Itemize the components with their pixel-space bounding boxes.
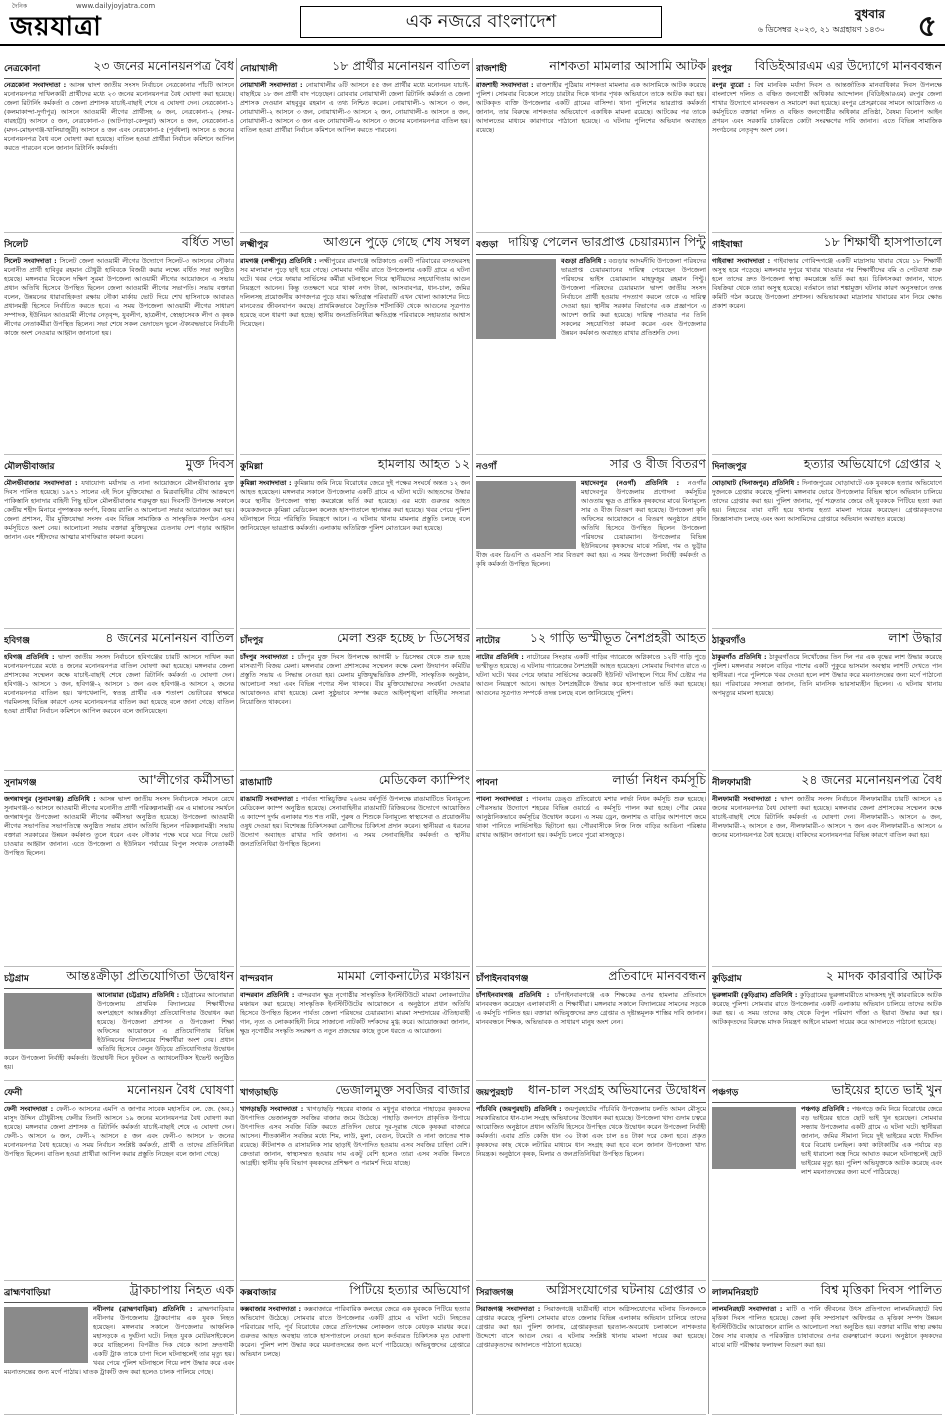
story-headline: নাশকতা মামলার আসামি আটক (549, 58, 706, 73)
story-district: মৌলভীবাজার (4, 461, 55, 472)
story-headline: ২ মাদক কারবারি আটক (825, 968, 942, 983)
story-headline: মনোনয়ন বৈধ ঘোষণা (127, 1082, 234, 1097)
news-story (240, 1082, 470, 1281)
story-headline: ট্রাকচাপায় নিহত এক (129, 1282, 234, 1297)
story-body (4, 989, 234, 1072)
column-4 (712, 58, 942, 1414)
issue-date: ৬ ডিসেম্বর ২০২৩, ২১ অগ্রহায়ণ ১৪৩০ (757, 25, 885, 34)
story-body (4, 255, 234, 338)
story-headline: দায়িত্ব পেলেন ভারপ্রাপ্ত চেয়ারম্যান পিন্টু (508, 234, 706, 249)
news-story (712, 58, 942, 233)
column-rule (708, 58, 709, 1414)
story-text: লক্ষ্মীপুরের রামগঞ্জে অগ্নিকাণ্ডে একটি পরিবারের বসতঘরসহ সব মালামাল পুড়ে ছাই হয়ে গেছে। সোমবার গভীর রাতে উপজেলার একটি গ্রামে এ ঘটনা ঘটে। খবর পেয়ে ফায়ার সার্ভিসের কর্মীরা ঘটনাস্থলে গিয়ে স্থানীয়দের সহযোগিতায় আগুন নিয়ন্ত্রণে আনেন। কিন্তু ততক্ষণে ঘরে থাকা নগদ টাকা, আসবাবপত্র, ধান-চাল, জমির দলিলসহ প্রয়োজনীয় কাগজপত্র পুড়ে যায়। ক্ষতিগ্রস্ত পরিবারটি এখন খোলা আকাশের নিচে মানবেতর জীবনযাপন করছে। প্রাথমিকভাবে বৈদ্যুতিক শর্টসার্কিট থেকে আগুনের সূত্রপাত হয়েছে বলে ধারণা করা হচ্ছে। স্থানীয় জনপ্রতিনিধিরা ক্ষতিগ্রস্ত পরিবারকে সহায়তার আশ্বাস দিয়েছেন। (240, 257, 470, 328)
story-header (476, 456, 706, 477)
story-body (476, 651, 706, 698)
story-district: পাবনা (476, 777, 498, 788)
story-body (712, 1103, 942, 1177)
news-story (712, 456, 942, 629)
story-header (4, 1282, 234, 1303)
story-header (476, 1282, 706, 1303)
story-header (240, 630, 470, 651)
news-story (240, 968, 470, 1081)
story-byline: রাজশাহী সংবাদদাতা : (476, 81, 537, 89)
story-text: পাবনায় ডেঙ্গু প্রতিরোধে মশার লার্ভা নিধন কর্মসূচি শুরু হয়েছে। পৌরসভার উদ্যোগে শহরের বিভিন্ন ওয়ার্ডে এ কর্মসূচি পালন করা হচ্ছে। পৌর মেয়র আনুষ্ঠানিকভাবে কর্মসূচির উদ্বোধন করেন। এ সময় ড্রেন, জলাশয় ও বাড়ির আশপাশে জমে থাকা পানিতে লার্ভিসাইড ছিটানো হয়। পৌরবাসীকে নিজ নিজ বাড়ির আঙিনা পরিষ্কার রাখার আহ্বান জানানো হয়। কর্মসূচি চলবে পুরো মাসজুড়ে। (476, 795, 706, 839)
story-body (712, 989, 942, 1027)
column-1 (4, 58, 234, 1414)
story-byline: মৌলভীবাজার সংবাদদাতা : (4, 479, 82, 487)
story-headline: পিটিয়ে হত্যার অভিযোগ (349, 1282, 470, 1297)
story-header (4, 1082, 234, 1103)
story-headline: ভাইয়ের হাতে ভাই খুন (831, 1082, 942, 1097)
story-text: সিলেট জেলা আওয়ামী লীগের উদ্যোগে সিলেট-৩ আসনের নৌকার মনোনীত প্রার্থী হাবিবুর রহমান চৌধুরী হাবিবকে বিজয়ী করার লক্ষ্যে বর্ধিত সভা অনুষ্ঠিত হয়েছে। মঙ্গলবার বিকেলে দক্ষিণ সুরমা উপজেলা আওয়ামী লীগের আয়োজনে এ সভায় প্রধান অতিথি হিসেবে উপস্থিত ছিলেন জেলা আওয়ামী লীগের সভাপতি। সভায় বক্তারা বলেন, উন্নয়নের ধারাবাহিকতা রক্ষায় নৌকা মার্কায় ভোট দিয়ে শেখ হাসিনাকে আবারও প্রধানমন্ত্রী হিসেবে নির্বাচিত করতে হবে। এ সময় উপজেলা আওয়ামী লীগের সাধারণ সম্পাদক, ইউনিয়ন আওয়ামী লীগের নেতৃবৃন্দ, যুবলীগ, ছাত্রলীগ, স্বেচ্ছাসেবক লীগ ও কৃষক লীগের নেতাকর্মীরা উপস্থিত ছিলেন। সভা শেষে সকল ভেদাভেদ ভুলে ঐক্যবদ্ধভাবে নির্বাচনী কাজে অংশ নেওয়ার আহ্বান জানানো হয়। (4, 257, 234, 337)
story-text: গাইবান্ধার গোবিন্দগঞ্জে একটি মাদ্রাসায় খাবার খেয়ে ১৮ শিক্ষার্থী অসুস্থ হয়ে পড়েছে। মঙ্গলবার দুপুরে খাবার খাওয়ার পর শিক্ষার্থীদের বমি ও পেটব্যথা শুরু হলে তাদের দ্রুত উপজেলা স্বাস্থ্য কমপ্লেক্সে ভর্তি করা হয়। চিকিৎসকরা জানান, খাদ্যে বিষক্রিয়া থেকে তারা অসুস্থ হয়েছে। বর্তমানে তারা শঙ্কামুক্ত। ঘটনার কারণ অনুসন্ধানে তদন্ত কমিটি গঠন করেছে উপজেলা প্রশাসন। অভিভাবকরা মাদ্রাসার খাবারের মান নিয়ে ক্ষোভ প্রকাশ করেন। (712, 257, 942, 310)
story-body (476, 1103, 706, 1159)
story-body (712, 793, 942, 840)
news-story (4, 456, 234, 629)
story-header (712, 58, 942, 79)
story-headline: অগ্নিসংযোগের ঘটনায় গ্রেপ্তার ৩ (546, 1282, 706, 1297)
story-body (476, 793, 706, 840)
column-rule (236, 58, 237, 1414)
story-byline: নোয়াখালী সংবাদদাতা : (240, 81, 306, 89)
story-district: কক্সবাজার (240, 1287, 277, 1298)
story-headline: বিডিইআরএম এর উদ্যোগে মানববন্ধন (754, 58, 942, 73)
story-byline: লালমনিরহাট সংবাদদাতা : (712, 1305, 787, 1313)
story-text: আসন্ন দ্বাদশ জাতীয় সংসদ নির্বাচনে নেত্রকোনার পাঁচটি আসনে মনোনয়নপত্র দাখিলকারী প্রার্থীদের মধ্যে ২৩ জনের মনোনয়নপত্র বৈধ ঘোষণা করা হয়েছে। জেলা রিটার্নিং কর্মকর্তা ও জেলা প্রশাসক যাচাই-বাছাই শেষে এ ঘোষণা দেন। নেত্রকোনা-১ (কলমাকান্দা-দুর্গাপুর) আসনে আওয়ামী লীগের প্রার্থীসহ ৬ জন, নেত্রকোনা-২ (সদর-বারহাট্টা) আসনে ৫ জন, নেত্রকোনা-৩ (আটপাড়া-কেন্দুয়া) আসনে ৪ জন, নেত্রকোনা-৪ (মদন-মোহনগঞ্জ-খালিয়াজুরী) আসনে ৪ জন এবং নেত্রকোনা-৫ (পূর্বধলা) আসনে ৪ জনের মনোনয়নপত্র বৈধ বলে ঘোষণা করা হয়েছে। বাতিল হওয়া প্রার্থীরা নির্বাচন কমিশনে আপিল করতে পারবেন বলে জানান রিটার্নিং কর্মকর্তা। (4, 81, 234, 152)
story-district: গাইবান্ধা (712, 239, 743, 250)
story-district: নোয়াখালী (240, 63, 278, 74)
story-text: নওগাঁর মহাদেবপুর উপজেলায় প্রণোদনা কর্মসূচির আওতায় ক্ষুদ্র ও প্রান্তিক কৃষকদের মাঝে বিনামূল্যে সার ও বীজ বিতরণ করা হয়েছে। উপজেলা কৃষি অফিসের আয়োজনে এ বিতরণ অনুষ্ঠানে প্রধান অতিথি হিসেবে উপস্থিত ছিলেন উপজেলা পরিষদের চেয়ারম্যান। উপজেলার বিভিন্ন ইউনিয়নের কৃষকদের মাঝে সরিষা, গম ও ভুট্টার বীজ এবং ডিএপি ও এমওপি সার বিতরণ করা হয়। এ সময় উপজেলা নির্বাহী কর্মকর্তা ও কৃষি কর্মকর্তা উপস্থিত ছিলেন। (476, 479, 706, 568)
story-header (240, 1282, 470, 1303)
story-body (4, 793, 234, 858)
story-district: নাটোর (476, 635, 501, 646)
story-header (712, 1082, 942, 1103)
story-byline: বান্দরবান প্রতিনিধি : (240, 991, 298, 999)
story-text: যথাযোগ্য মর্যাদায় ও নানা আয়োজনে মৌলভীবাজার মুক্ত দিবস পালিত হয়েছে। ১৯৭১ সালের এই দিনে মুক্তিযোদ্ধা ও মিত্রবাহিনীর যৌথ আক্রমণে পাকিস্তানি হানাদার বাহিনী পিছু হটলে মৌলভীবাজার শত্রুমুক্ত হয়। দিবসটি উপলক্ষে সকালে কেন্দ্রীয় শহীদ মিনারে পুষ্পস্তবক অর্পণ, বিজয় র‍্যালি ও আলোচনা সভার আয়োজন করা হয়। জেলা প্রশাসন, বীর মুক্তিযোদ্ধা সংসদ এবং বিভিন্ন সামাজিক ও সাংস্কৃতিক সংগঠন এসব কর্মসূচিতে অংশ নেয়। আলোচনা সভায় বক্তারা মুক্তিযুদ্ধের চেতনায় দেশ গড়ার আহ্বান জানান এবং শহীদদের আত্মার মাগফিরাত কামনা করেন। (4, 479, 234, 541)
news-story (4, 630, 234, 771)
story-header (476, 58, 706, 79)
story-text: জয়পুরহাটের পাঁচবিবি উপজেলায় চলতি আমন মৌসুমে সরকারিভাবে ধান-চাল সংগ্রহ অভিযানের উদ্বোধন করা হয়েছে। উপজেলা খাদ্য গুদাম চত্বরে আয়োজিত অনুষ্ঠানে প্রধান অতিথি হিসেবে উপস্থিত থেকে উদ্বোধন করেন উপজেলা নির্বাহী কর্মকর্তা। এবার প্রতি কেজি ধান ৩০ টাকা এবং চাল ৪৪ টাকা দরে কেনা হবে। প্রকৃত কৃষকদের কাছ থেকে লটারির মাধ্যমে ধান সংগ্রহ করা হবে বলে জানান উপজেলা খাদ্য নিয়ন্ত্রক। অনুষ্ঠানে কৃষক, মিলার ও জনপ্রতিনিধিরা উপস্থিত ছিলেন। (476, 1105, 706, 1158)
story-district: রাঙামাটি (240, 777, 272, 788)
column-rule (472, 58, 473, 1414)
news-story (476, 456, 706, 629)
story-header (712, 1282, 942, 1303)
story-text: চাঁদপুর মুক্ত দিবস উপলক্ষে আগামী ৮ ডিসেম্বর থেকে শুরু হচ্ছে মাসব্যাপী বিজয় মেলা। মঙ্গলবার জেলা প্রশাসকের সম্মেলন কক্ষে মেলা উদযাপন কমিটির প্রস্তুতি সভায় এ সিদ্ধান্ত নেওয়া হয়। মেলায় মুক্তিযুদ্ধভিত্তিক প্রদর্শনী, সাংস্কৃতিক অনুষ্ঠান, আলোচনা সভা এবং বিভিন্ন পণ্যের স্টল থাকবে। বীর মুক্তিযোদ্ধাদের সংবর্ধনা দেওয়ার আয়োজনও রাখা হয়েছে। মেলা সুষ্ঠুভাবে সম্পন্ন করতে আইনশৃঙ্খলা বাহিনীর সদস্যরা নিয়োজিত থাকবেন। (240, 653, 470, 706)
news-story (240, 234, 470, 455)
story-district: হবিগঞ্জ (4, 635, 30, 646)
story-header (240, 456, 470, 477)
story-header (4, 58, 234, 79)
news-story (712, 234, 942, 455)
story-body (476, 477, 706, 569)
news-story (4, 772, 234, 967)
story-byline: চাঁদপুর সংবাদদাতা : (240, 653, 298, 661)
story-photo (4, 1307, 88, 1363)
story-header (4, 234, 234, 255)
story-byline: চাঁপাইনবাবগঞ্জ প্রতিনিধি : (476, 991, 555, 999)
story-byline: সিলেট সংবাদদাতা : (4, 257, 60, 265)
story-byline: রামগঞ্জ (লক্ষ্মীপুর) প্রতিনিধি : (240, 257, 320, 265)
story-header (240, 1082, 470, 1103)
story-district: কুড়িগ্রাম (712, 973, 742, 984)
story-body (240, 255, 470, 329)
news-story (4, 1082, 234, 1281)
story-body (4, 651, 234, 716)
story-headline: লার্ভা নিধন কর্মসূচি (612, 772, 706, 787)
story-body (4, 79, 234, 153)
page-number: ৫ (917, 9, 937, 44)
story-header (240, 58, 470, 79)
story-headline: আন্তঃক্রীড়া প্রতিযোগিতা উদ্বোধন (66, 968, 234, 983)
newspaper-logo (6, 2, 186, 42)
story-text: চট্টগ্রামের আনোয়ারা উপজেলায় প্রাথমিক বিদ্যালয়ের শিক্ষার্থীদের অংশগ্রহণে আন্তঃক্রীড়া প্রতিযোগিতার উদ্বোধন করা হয়েছে। উপজেলা প্রশাসন ও উপজেলা শিক্ষা অফিসের আয়োজনে এ প্রতিযোগিতায় বিভিন্ন ইউনিয়নের বিদ্যালয়ের শিক্ষার্থীরা অংশ নেয়। প্রধান অতিথি হিসেবে বেলুন উড়িয়ে প্রতিযোগিতার উদ্বোধন করেন উপজেলা নির্বাহী কর্মকর্তা। উদ্বোধনী দিনে ফুটবল ও অ্যাথলেটিকস ইভেন্ট অনুষ্ঠিত হয়। (4, 991, 234, 1071)
news-story (712, 968, 942, 1081)
story-byline: ভুরুঙ্গামারী (কুড়িগ্রাম) প্রতিনিধি : (712, 991, 800, 999)
story-headline: ধান-চাল সংগ্রহ অভিযানের উদ্বোধন (528, 1082, 706, 1097)
column-3 (476, 58, 706, 1414)
news-story (4, 58, 234, 233)
story-header (4, 456, 234, 477)
section-title: এক নজরে বাংলাদেশ (300, 6, 662, 38)
story-district: ঠাকুরগাঁও (712, 635, 746, 646)
story-body (712, 651, 942, 698)
story-header (712, 456, 942, 477)
story-district: বগুড়া (476, 239, 499, 250)
story-headline: আ'লীগের কর্মীসভা (138, 772, 234, 787)
logo-url: www.dailyjoyjatra.com (76, 2, 156, 10)
story-body (240, 1303, 470, 1359)
story-headline: ২৪ জনের মনোনয়নপত্র বৈধ (801, 772, 942, 787)
story-byline: বগুড়া প্রতিনিধি : (561, 257, 609, 265)
story-district: রংপুর (712, 63, 732, 74)
story-body (240, 1103, 470, 1168)
news-story (476, 968, 706, 1081)
story-byline: নেত্রকোনা সংবাদদাতা : (4, 81, 70, 89)
news-story (240, 630, 470, 771)
story-header (476, 234, 706, 255)
story-district: জয়পুরহাট (476, 1087, 513, 1098)
story-district: চাঁপাইনবাবগঞ্জ (476, 973, 529, 984)
story-byline: রাঙামাটি সংবাদদাতা : (240, 795, 302, 803)
story-district: ব্রাহ্মণবাড়িয়া (4, 1287, 51, 1298)
story-header (476, 968, 706, 989)
story-body (712, 477, 942, 524)
story-headline: ২৩ জনের মনোনয়নপত্র বৈধ (93, 58, 234, 73)
story-district: চট্টগ্রাম (4, 973, 29, 984)
story-headline: আগুনে পুড়ে গেছে শেষ সম্বল (323, 234, 470, 249)
story-byline: পাঁচবিবি (জয়পুরহাট) প্রতিনিধি : (476, 1105, 565, 1113)
story-byline: রংপুর ব্যুরো : (712, 81, 755, 89)
news-story (712, 772, 942, 967)
story-byline: কুমিল্লা সংবাদদাতা : (240, 479, 295, 487)
story-district: নওগাঁ (476, 461, 497, 472)
news-story (476, 58, 706, 233)
story-byline: হবিগঞ্জ প্রতিনিধি : (4, 653, 59, 661)
story-photo (476, 481, 576, 549)
story-headline: হত্যার অভিযোগে গ্রেপ্তার ২ (803, 456, 942, 471)
story-headline: মেডিকেল ক্যাম্পিং (378, 772, 470, 787)
story-district: খাগড়াছড়ি (240, 1087, 278, 1098)
news-story (240, 456, 470, 629)
story-body (240, 989, 470, 1036)
story-text: পঞ্চগড়ে জমি নিয়ে বিরোধের জেরে বড় ভাইয়ের হাতে ছোট ভাই খুন হয়েছেন। সোমবার সন্ধ্যায় উপজেলার একটি গ্রামে এ ঘটনা ঘটে। স্থানীয়রা জানান, জমির সীমানা নিয়ে দুই ভাইয়ের মধ্যে দীর্ঘদিন ধরে বিরোধ চলছিল। কথা কাটাকাটির এক পর্যায়ে বড় ভাই ধারালো অস্ত্র দিয়ে আঘাত করলে ঘটনাস্থলেই ছোট ভাইয়ের মৃত্যু হয়। পুলিশ অভিযুক্তকে আটক করেছে এবং লাশ ময়নাতদন্তের জন্য মর্গে পাঠিয়েছে। (801, 1105, 942, 1176)
story-headline: বর্ধিত সভা (181, 234, 234, 249)
news-story (4, 1282, 234, 1415)
story-body (476, 989, 706, 1027)
story-body (240, 477, 470, 533)
story-headline: ভেজালমুক্ত সবজির বাজার (335, 1082, 470, 1097)
story-text: বান্দরবান ক্ষুদ্র নৃগোষ্ঠীর সাংস্কৃতিক ইনস্টিটিউটে মারমা লোকনাট্যের মঞ্চায়ন করা হয়েছে। সাংস্কৃতিক ইনস্টিটিউটের আয়োজনে এ অনুষ্ঠানে প্রধান অতিথি হিসেবে উপস্থিত ছিলেন পার্বত্য জেলা পরিষদের চেয়ারম্যান। মারমা সম্প্রদায়ের ঐতিহ্যবাহী গান, নৃত্য ও লোককাহিনী নিয়ে সাজানো নাটকটি দর্শকদের মুগ্ধ করে। আয়োজকরা জানান, ক্ষুদ্র নৃগোষ্ঠীর সংস্কৃতি সংরক্ষণ ও নতুন প্রজন্মের কাছে তুলে ধরতে এ আয়োজন। (240, 991, 470, 1035)
story-byline: জগন্নাথপুর (সুনামগঞ্জ) প্রতিনিধি : (4, 795, 100, 803)
story-district: নীলফামারী (712, 777, 751, 788)
story-text: নোয়াখালীর ৬টি আসনে ৫৫ জন প্রার্থীর মধ্যে মনোনয়ন যাচাই-বাছাইয়ে ১৮ জন প্রার্থী বাদ পড়েছেন। রোববার নোয়াখালী জেলা রিটার্নিং কর্মকর্তা ও জেলা প্রশাসক দেওয়ান মাহবুবুর রহমান এ তথ্য নিশ্চিত করেন। নোয়াখালী-১ আসনে ৩ জন, নোয়াখালী-২ আসনে ৩ জন, নোয়াখালী-৩ আসনে ২ জন, নোয়াখালী-৪ আসনে ৪ জন, নোয়াখালী-৫ আসনে ৩ জন এবং নোয়াখালী-৬ আসনে ৩ জনের মনোনয়নপত্র বাতিল হয়। বাতিল হওয়া প্রার্থীরা নির্বাচন কমিশনে আপিল করতে পারবেন। (240, 81, 470, 134)
story-text: নাটোরের সিংড়ায় একটি গাড়ির গ্যারেজে অগ্নিকাণ্ডে ১২টি গাড়ি পুড়ে ভস্মীভূত হয়েছে। এ ঘটনায় গ্যারেজের নৈশপ্রহরী আহত হয়েছেন। সোমবার দিবাগত রাতে এ ঘটনা ঘটে। খবর পেয়ে ফায়ার সার্ভিসের কয়েকটি ইউনিট ঘটনাস্থলে গিয়ে দীর্ঘ চেষ্টার পর আগুন নিয়ন্ত্রণে আনে। আহত নৈশপ্রহরীকে উদ্ধার করে হাসপাতালে ভর্তি করা হয়েছে। আগুনের সূত্রপাত সম্পর্কে তদন্ত চলছে বলে জানিয়েছে পুলিশ। (476, 653, 706, 697)
story-header (4, 630, 234, 651)
story-byline: গাইবান্ধা সংবাদদাতা : (712, 257, 774, 265)
story-header (4, 772, 234, 793)
news-story (712, 1282, 942, 1415)
news-story (4, 234, 234, 455)
story-body (4, 1303, 234, 1377)
story-text: দ্বাদশ জাতীয় সংসদ নির্বাচনে নীলফামারীর চারটি আসনে ২৪ জনের মনোনয়নপত্র বৈধ ঘোষণা করা হয়েছে। মঙ্গলবার জেলা প্রশাসকের সম্মেলন কক্ষে যাচাই-বাছাই শেষে রিটার্নিং কর্মকর্তা এ ঘোষণা দেন। নীলফামারী-১ আসনে ৬ জন, নীলফামারী-২ আসনে ৫ জন, নীলফামারী-৩ আসনে ৭ জন এবং নীলফামারী-৪ আসনে ৬ জনের মনোনয়নপত্র বৈধ হয়েছে। বাকিদের মনোনয়নপত্র বিভিন্ন কারণে বাতিল করা হয়। (712, 795, 942, 839)
story-text: খাগড়াছড়ি শহরের বাজার ও মধুপুর বাজারে পাহাড়ের কৃষকদের উৎপাদিত ভেজালমুক্ত সবজির বাজার জমে উঠেছে। পাহাড়ি জনপদে প্রাকৃতিক উপায়ে উৎপাদিত এসব সবজি বিক্রি করতে প্রতিদিন ভোরে দূর-দূরান্ত থেকে কৃষকরা বাজারে আসেন। শীতকালীন সবজির মধ্যে শিম, লাউ, মুলা, বেগুন, টমেটো ও নানা জাতের শাক রয়েছে। কীটনাশক ও রাসায়নিক সার ছাড়াই উৎপাদিত হওয়ায় এসব সবজির চাহিদা বেশি। ক্রেতারা জানান, স্বাস্থ্যসম্মত হওয়ায় দাম একটু বেশি হলেও তারা এসব সবজি কিনতে আগ্রহী। স্থানীয় কৃষি বিভাগ কৃষকদের প্রশিক্ষণ ও পরামর্শ দিয়ে যাচ্ছে। (240, 1105, 470, 1167)
story-byline: কক্সবাজার সংবাদদাতা : (240, 1305, 304, 1313)
masthead (0, 0, 945, 46)
story-body (240, 79, 470, 135)
story-body (4, 1103, 234, 1159)
story-body (712, 79, 942, 135)
story-headline: ১৮ প্রার্থীর মনোনয়ন বাতিল (332, 58, 470, 73)
story-photo (4, 993, 92, 1049)
story-header (712, 772, 942, 793)
story-header (240, 772, 470, 793)
story-byline: ফেনী সংবাদদাতা : (4, 1105, 57, 1113)
story-district: দিনাজপুর (712, 461, 747, 472)
news-story (240, 1282, 470, 1415)
story-header (476, 630, 706, 651)
story-byline: মহাদেবপুর (নওগাঁ) প্রতিনিধি : (581, 479, 688, 487)
story-headline: মামমা লোকনাট্যের মঞ্চায়ন (337, 968, 470, 983)
story-district: লালমনিরহাট (712, 1287, 759, 1298)
story-byline: ঘোড়াঘাট (দিনাজপুর) প্রতিনিধি : (712, 479, 803, 487)
story-body (240, 651, 470, 707)
news-story (476, 772, 706, 967)
story-byline: আনোয়ারা (চট্টগ্রাম) প্রতিনিধি : (97, 991, 182, 999)
story-byline: খাগড়াছড়ি সংবাদদাতা : (240, 1105, 307, 1113)
column-2 (240, 58, 470, 1414)
story-text: কক্সবাজারে পারিবারিক কলহের জেরে এক যুবককে পিটিয়ে হত্যার অভিযোগ উঠেছে। সোমবার রাতে উপজেলার একটি গ্রামে এ ঘটনা ঘটে। নিহতের পরিবারের দাবি, পূর্ব বিরোধের জেরে প্রতিপক্ষের লোকজন তাকে বেধড়ক মারধর করে। গুরুতর আহত অবস্থায় তাকে হাসপাতালে নেওয়া হলে কর্তব্যরত চিকিৎসক মৃত ঘোষণা করেন। পুলিশ লাশ উদ্ধার করে ময়নাতদন্তের জন্য মর্গে পাঠিয়েছে। অভিযুক্তদের গ্রেপ্তারে অভিযান চলছে। (240, 1305, 470, 1358)
story-text: দিনাজপুরের ঘোড়াঘাটে এক যুবককে হত্যার অভিযোগে দুজনকে গ্রেপ্তার করেছে পুলিশ। মঙ্গলবার ভোরে উপজেলার বিভিন্ন স্থানে অভিযান চালিয়ে তাদের গ্রেপ্তার করা হয়। পুলিশ জানায়, পূর্ব শত্রুতার জেরে ওই যুবককে পিটিয়ে হত্যা করা হয়। নিহতের বাবা বাদী হয়ে থানায় হত্যা মামলা দায়ের করেছেন। গ্রেপ্তারকৃতদের জিজ্ঞাসাবাদ চলছে এবং অন্য আসামিদের গ্রেপ্তারে অভিযান অব্যাহত রয়েছে। (712, 479, 942, 523)
story-headline: সার ও বীজ বিতরণ (610, 456, 706, 471)
story-district: কুমিল্লা (240, 461, 263, 472)
story-district: লক্ষ্মীপুর (240, 239, 269, 250)
story-text: আসন্ন দ্বাদশ জাতীয় সংসদ নির্বাচনকে সামনে রেখে সুনামগঞ্জ-৩ আসনে আওয়ামী লীগের মনোনীত প্রার্থী পরিকল্পনামন্ত্রী এম এ মান্নানের সমর্থনে জগন্নাথপুর উপজেলা আওয়ামী লীগের কর্মীসভা অনুষ্ঠিত হয়েছে। উপজেলা আওয়ামী লীগের সভাপতির সভাপতিত্বে অনুষ্ঠিত সভায় প্রধান অতিথি ছিলেন পরিকল্পনামন্ত্রী। সভায় বক্তারা সরকারের উন্নয়ন কর্মকাণ্ড তুলে ধরেন এবং নৌকার পক্ষে ঘরে ঘরে গিয়ে ভোট চাওয়ার আহ্বান জানান। এতে উপজেলা ও ইউনিয়ন পর্যায়ের বিপুল সংখ্যক নেতাকর্মী উপস্থিত ছিলেন। (4, 795, 234, 857)
logo-text: জয়যাত্রা (10, 12, 102, 42)
story-district: চাঁদপুর (240, 635, 264, 646)
story-headline: ১২ গাড়ি ভস্মীভূত নৈশপ্রহরী আহত (529, 630, 706, 645)
story-text: ব্রাহ্মণবাড়িয়ার নবীনগর উপজেলায় ট্রাকচাপায় এক যুবক নিহত হয়েছেন। মঙ্গলবার সকালে উপজেলার আঞ্চলিক মহাসড়কে এ দুর্ঘটনা ঘটে। নিহত যুবক মোটরসাইকেলে করে যাচ্ছিলেন। বিপরীত দিক থেকে আসা দ্রুতগামী একটি ট্রাক তাকে চাপা দিলে ঘটনাস্থলেই তার মৃত্যু হয়। খবর পেয়ে পুলিশ ঘটনাস্থলে গিয়ে লাশ উদ্ধার করে এবং ময়নাতদন্তের জন্য মর্গে পাঠায়। ঘাতক ট্রাকটি জব্দ করা হলেও চালক পালিয়ে গেছে। (4, 1305, 234, 1376)
story-headline: মেলা শুরু হচ্ছে ৮ ডিসেম্বর (336, 630, 470, 645)
story-text: বগুড়ার আদমদীঘি উপজেলা পরিষদের ভারপ্রাপ্ত চেয়ারম্যানের দায়িত্ব পেয়েছেন উপজেলা পরিষদের ভাইস চেয়ারম্যান মাহফুজুর রহমান পিন্টু। উপজেলা পরিষদের চেয়ারম্যান দ্বাদশ জাতীয় সংসদ নির্বাচনে প্রার্থী হওয়ায় পদত্যাগ করলে তাকে এ দায়িত্ব দেওয়া হয়। স্থানীয় সরকার বিভাগের এক প্রজ্ঞাপনে এ আদেশ জারি করা হয়েছে। দায়িত্ব পাওয়ার পর তিনি সকলের সহযোগিতা কামনা করেন এবং উপজেলার উন্নয়ন কর্মকাণ্ড অব্যাহত রাখার প্রতিশ্রুতি দেন। (561, 257, 706, 337)
story-byline: ঠাকুরগাঁও প্রতিনিধি : (712, 653, 770, 661)
story-district: বান্দরবান (240, 973, 273, 984)
story-text: সিরাজগঞ্জে যাত্রীবাহী বাসে অগ্নিসংযোগের ঘটনায় তিনজনকে গ্রেপ্তার করেছে পুলিশ। সোমবার রাতে জেলার বিভিন্ন এলাকায় অভিযান চালিয়ে তাদের গ্রেপ্তার করা হয়। পুলিশ জানায়, গ্রেপ্তারকৃতরা হরতাল-অবরোধ চলাকালে নাশকতার উদ্দেশ্যে বাসে আগুন দেয়। এ ঘটনায় সংশ্লিষ্ট থানায় মামলা দায়ের করা হয়েছে। গ্রেপ্তারকৃতদের আদালতে পাঠানো হয়েছে। (476, 1305, 706, 1349)
story-body (712, 255, 942, 311)
story-body (476, 255, 706, 338)
story-district: ফেনী (4, 1087, 23, 1098)
story-byline: সিরাজগঞ্জ সংবাদদাতা : (476, 1305, 544, 1313)
story-body (476, 79, 706, 135)
story-byline: নবীনগর (ব্রাহ্মণবাড়িয়া) প্রতিনিধি : (93, 1305, 198, 1313)
story-headline: ৪ জনের মনোনয়ন বাতিল (105, 630, 234, 645)
story-district: সিরাজগঞ্জ (476, 1287, 514, 1298)
story-text: চাঁপাইনবাবগঞ্জে এক শিক্ষকের ওপর হামলার প্রতিবাদে মানববন্ধন করেছেন এলাকাবাসী ও শিক্ষার্থীরা। মঙ্গলবার সকালে বিদ্যালয়ের সামনের সড়কে এ কর্মসূচি পালিত হয়। বক্তারা অভিযুক্তদের দ্রুত গ্রেপ্তার ও দৃষ্টান্তমূলক শাস্তির দাবি জানান। মানববন্ধনে শিক্ষক, অভিভাবক ও সাধারণ মানুষ অংশ নেন। (476, 991, 706, 1026)
news-story (476, 234, 706, 455)
story-text: পার্বত্য শান্তিচুক্তির ২৬তম বর্ষপূর্তি উপলক্ষে রাঙামাটিতে বিনামূল্যে মেডিকেল ক্যাম্প অনুষ্ঠিত হয়েছে। সেনাবাহিনীর রাঙামাটি রিজিয়নের উদ্যোগে আয়োজিত এ ক্যাম্পে দুর্গম এলাকার শত শত নারী, পুরুষ ও শিশুকে বিনামূল্যে স্বাস্থ্যসেবা ও প্রয়োজনীয় ওষুধ দেওয়া হয়। বিশেষজ্ঞ চিকিৎসকরা রোগীদের চিকিৎসা প্রদান করেন। স্থানীয়রা এ ধরনের উদ্যোগ অব্যাহত রাখার দাবি জানান। এ সময় সেনাবাহিনীর কর্মকর্তা ও স্থানীয় জনপ্রতিনিধিরা উপস্থিত ছিলেন। (240, 795, 470, 848)
story-header (240, 234, 470, 255)
story-byline: পাবনা সংবাদদাতা : (476, 795, 533, 803)
story-body (476, 1303, 706, 1350)
news-story (712, 1082, 942, 1281)
story-text: ঠাকুরগাঁওয়ে নিখোঁজের তিন দিন পর এক বৃদ্ধের লাশ উদ্ধার করেছে পুলিশ। মঙ্গলবার সকালে বাড়ির পাশের একটি পুকুরে ভাসমান অবস্থায় লাশটি দেখতে পান স্থানীয়রা। পরে পুলিশকে খবর দেওয়া হলে লাশ উদ্ধার করে ময়নাতদন্তের জন্য মর্গে পাঠানো হয়। পরিবারের সদস্যরা জানান, তিনি মানসিক ভারসাম্যহীন ছিলেন। এ ঘটনায় থানায় অপমৃত্যুর মামলা হয়েছে। (712, 653, 942, 697)
story-header (712, 968, 942, 989)
logo-tagline: দৈনিক (12, 3, 28, 10)
story-photo (712, 1107, 796, 1169)
news-story (476, 1282, 706, 1415)
story-text: মাটি ও পানি জীবনের উৎস প্রতিপাদ্যে লালমনিরহাটে বিশ্ব মৃত্তিকা দিবস পালিত হয়েছে। জেলা কৃষি সম্প্রসারণ অধিদপ্তর ও মৃত্তিকা সম্পদ উন্নয়ন ইনস্টিটিউটের আয়োজনে র‍্যালি ও আলোচনা সভা অনুষ্ঠিত হয়। বক্তারা মাটির স্বাস্থ্য রক্ষায় জৈব সার ব্যবহার ও পরিকল্পিত চাষাবাদের ওপর গুরুত্বারোপ করেন। অনুষ্ঠানে কৃষকদের মাঝে মাটি পরীক্ষার ফলাফল বিতরণ করা হয়। (712, 1305, 942, 1349)
story-text: ফেনী-৩ আসনের এমপি ও জাপার সাবেক মহাসচিব লে. জে. (অব.) মাসুদ উদ্দিন চৌধুরীসহ ফেনীর তিনটি আসনে ১৯ জনের মনোনয়নপত্র বৈধ ঘোষণা করা হয়েছে। মঙ্গলবার জেলা প্রশাসক ও রিটার্নিং কর্মকর্তা যাচাই-বাছাই শেষে এ ঘোষণা দেন। ফেনী-১ আসনে ৬ জন, ফেনী-২ আসনে ৫ জন এবং ফেনী-৩ আসনে ৮ জনের মনোনয়নপত্র বৈধ হয়েছে। এ সময় নির্বাচন সংশ্লিষ্ট কর্মকর্তা, প্রার্থী ও তাদের প্রতিনিধিরা উপস্থিত ছিলেন। বাতিল হওয়া প্রার্থীরা আপিল করার প্রস্তুতি নিচ্ছেন বলে জানা গেছে। (4, 1105, 234, 1158)
story-text: বিশ্ব মানবিক মর্যাদা দিবস ও আন্তর্জাতিক মানবাধিকার দিবস উপলক্ষে বাংলাদেশ দলিত ও বঞ্চিত জনগোষ্ঠী অধিকার আন্দোলন (বিডিইআরএম) রংপুর জেলা শাখার উদ্যোগে মানববন্ধন ও সমাবেশ করা হয়েছে। রংপুর প্রেসক্লাবের সামনে আয়োজিত এ কর্মসূচিতে বক্তারা দলিত ও বঞ্চিত জনগোষ্ঠীর অধিকার প্রতিষ্ঠা, বৈষম্য বিলোপ আইন প্রণয়ন এবং সরকারি চাকরিতে কোটা সংরক্ষণের দাবি জানান। এতে বিভিন্ন সামাজিক সংগঠনের নেতৃবৃন্দ অংশ নেন। (712, 81, 942, 134)
story-header (476, 772, 706, 793)
story-header (476, 1082, 706, 1103)
story-district: নেত্রকোনা (4, 63, 41, 74)
story-headline: লাশ উদ্ধার (888, 630, 942, 645)
story-byline: নাটোর প্রতিনিধি : (476, 653, 527, 661)
story-headline: হামলায় আহত ১২ (377, 456, 470, 471)
news-story (240, 58, 470, 233)
story-body (4, 477, 234, 542)
story-headline: ১৮ শিক্ষার্থী হাসপাতালে (823, 234, 942, 249)
story-district: সুনামগঞ্জ (4, 777, 37, 788)
story-district: পঞ্চগড় (712, 1087, 739, 1098)
story-body (240, 793, 470, 849)
story-text: রাজশাহীর পুঠিয়ায় নাশকতা মামলার এক আসামিকে আটক করেছে পুলিশ। সোমবার বিকেলে সাড়ে চারটার দিকে থানার পৃথক অভিযানে তাকে আটক করা হয়। আটককৃত ব্যক্তি উপজেলার একটি গ্রামের বাসিন্দা। থানা পুলিশের ভারপ্রাপ্ত কর্মকর্তা জানান, তার বিরুদ্ধে নাশকতার অভিযোগে একাধিক মামলা রয়েছে। আটকের পর তাকে আদালতের মাধ্যমে কারাগারে পাঠানো হয়েছে। এ ঘটনায় পুলিশের অভিযান অব্যাহত রয়েছে। (476, 81, 706, 134)
story-header (240, 968, 470, 989)
news-story (476, 1082, 706, 1281)
story-text: দ্বাদশ জাতীয় সংসদ নির্বাচনে হবিগঞ্জের চারটি আসনে দাখিল করা মনোনয়নপত্রের মধ্যে ৪ জনের মনোনয়নপত্র বাতিল ঘোষণা করা হয়েছে। মঙ্গলবার জেলা প্রশাসকের সম্মেলন কক্ষে যাচাই-বাছাই শেষে জেলা রিটার্নিং কর্মকর্তা এ ঘোষণা দেন। হবিগঞ্জ-১ আসনে ১ জন, হবিগঞ্জ-২ আসনে ১ জন এবং হবিগঞ্জ-৪ আসনে ২ জনের মনোনয়নপত্র বাতিল হয়। ঋণখেলাপি, স্বতন্ত্র প্রার্থীর এক শতাংশ ভোটারের স্বাক্ষরে গরমিলসহ বিভিন্ন কারণে এসব মনোনয়নপত্র বাতিল করা হয়েছে বলে জানা গেছে। বাতিল হওয়া প্রার্থীরা নির্বাচন কমিশনে আপিল করবেন বলে জানিয়েছেন। (4, 653, 234, 715)
story-photo (476, 259, 556, 339)
story-district: রাজশাহী (476, 63, 507, 74)
story-headline: মুক্ত দিবস (185, 456, 234, 471)
story-headline: প্রতিবাদে মানববন্ধন (608, 968, 706, 983)
news-story (476, 630, 706, 771)
story-district: সিলেট (4, 239, 28, 250)
story-text: কুমিল্লায় জমি নিয়ে বিরোধের জেরে দুই পক্ষের সংঘর্ষে অন্তত ১২ জন আহত হয়েছেন। মঙ্গলবার সকালে উপজেলার একটি গ্রামে এ ঘটনা ঘটে। আহতদের উদ্ধার করে স্থানীয় উপজেলা স্বাস্থ্য কমপ্লেক্সে ভর্তি করা হয়েছে। এর মধ্যে গুরুতর আহত কয়েকজনকে কুমিল্লা মেডিকেল কলেজ হাসপাতালে স্থানান্তর করা হয়েছে। খবর পেয়ে পুলিশ ঘটনাস্থলে গিয়ে পরিস্থিতি নিয়ন্ত্রণে আনে। এ ঘটনায় থানায় মামলার প্রস্তুতি চলছে বলে জানিয়েছেন ভারপ্রাপ্ত কর্মকর্তা। এলাকায় অতিরিক্ত পুলিশ মোতায়েন করা হয়েছে। (240, 479, 470, 532)
story-byline: পঞ্চগড় প্রতিনিধি : (801, 1105, 852, 1113)
story-header (712, 234, 942, 255)
issue-day: বুধবার (854, 7, 885, 21)
news-story (240, 772, 470, 967)
story-body (712, 1303, 942, 1350)
story-text: কুড়িগ্রামের ভুরুঙ্গামারীতে মাদকসহ দুই কারবারিকে আটক করেছে পুলিশ। সোমবার রাতে উপজেলার একটি এলাকায় অভিযান চালিয়ে তাদের আটক করা হয়। এ সময় তাদের কাছ থেকে বিপুল পরিমাণ গাঁজা ও ইয়াবা উদ্ধার করা হয়। আটককৃতদের বিরুদ্ধে মাদক নিয়ন্ত্রণ আইনে মামলা দায়ের করে আদালতে পাঠানো হয়েছে। (712, 991, 942, 1026)
story-byline: নীলফামারী সংবাদদাতা : (712, 795, 781, 803)
news-story (4, 968, 234, 1081)
story-headline: বিশ্ব মৃত্তিকা দিবস পালিত (820, 1282, 942, 1297)
story-header (712, 630, 942, 651)
story-header (4, 968, 234, 989)
news-story (712, 630, 942, 771)
